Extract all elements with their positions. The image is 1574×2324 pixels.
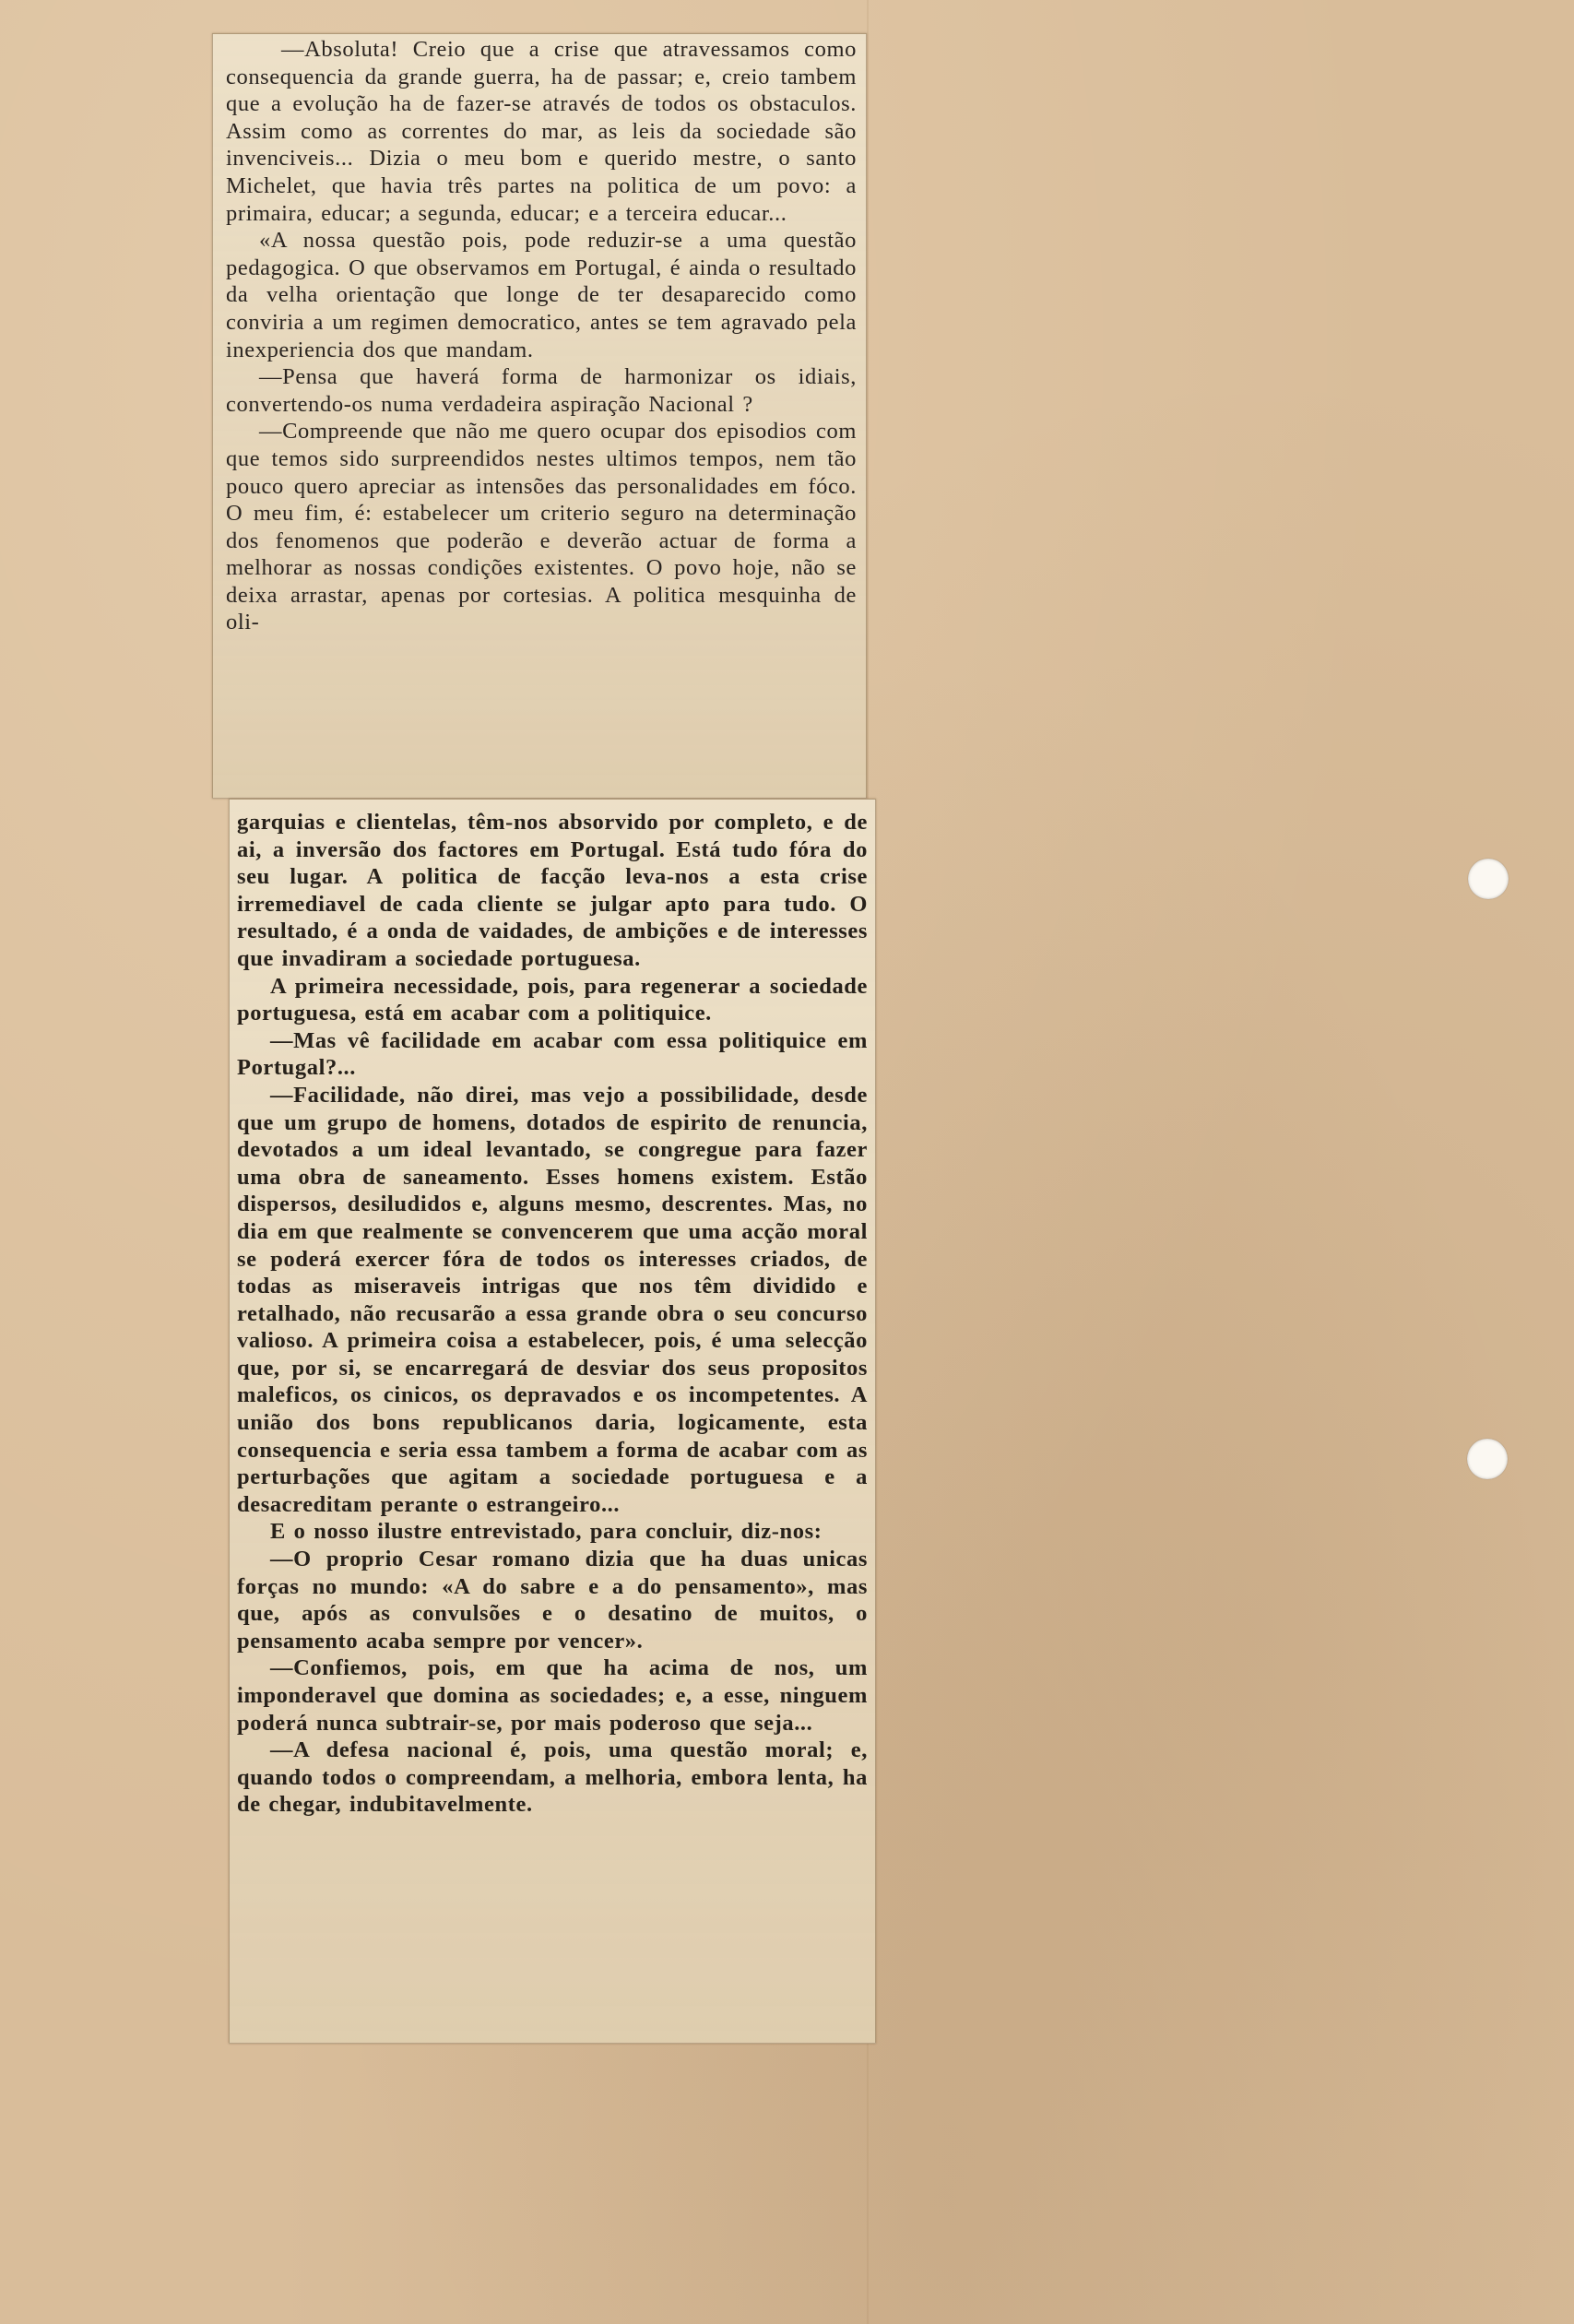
clipping-bottom-paragraph: —Mas vê facilidade em acabar com essa politiquice em Portugal?... [237, 1027, 868, 1081]
clipping-bottom-paragraph: —A defesa nacional é, pois, uma questão moral; e, quando todos o compreendam, a melhoria, embora lenta, ha de chegar, indubitavelmente. [237, 1737, 868, 1818]
clipping-bottom-text [237, 809, 868, 1819]
clipping-bottom-paragraph: garquias e clientelas, têm-nos absorvido por completo, e de ai, a inversão dos factores em Portugal. Está tudo fóra do seu lugar. A politica de facção leva-nos a esta crise irremediavel de cada cliente se julgar apto para tudo. O resultado, é a onda de vaidades, de ambições e de interesses que invadiram a sociedade portuguesa. [237, 810, 868, 971]
clipping-top-text [226, 36, 857, 636]
clipping-bottom-paragraph: —O proprio Cesar romano dizia que ha duas unicas forças no mundo: «A do sabre e a do pensamento», mas que, após as convulsões e o desatino de muitos, o pensamento acaba sempre por vencer». [237, 1547, 868, 1654]
clipping-top-paragraph: «A nossa questão pois, pode reduzir-se a uma questão pedagogica. O que observamos em Portugal, é ainda o resultado da velha orientação que longe de ter desaparecido como conviria a um regimen democratico, antes se tem agravado pela inexperiencia dos que mandam. [226, 228, 857, 362]
clipping-bottom-paragraph: E o nosso ilustre entrevistado, para concluir, diz-nos: [270, 1519, 823, 1545]
clipping-top-paragraph: —Pensa que haverá forma de harmonizar os idiais, convertendo-os numa verdadeira aspiração Nacional ? [226, 364, 857, 417]
clipping-top-paragraph: —Compreende que não me quero ocupar dos episodios com que temos sido surpreendidos nestes ultimos tempos, nem tão pouco quero apreciar as intensões das personalidades em fóco. O meu fim, é: estabelecer um criterio seguro na determinação dos fenomenos que poderão e deverão actuar de forma a melhorar as nossas condições existentes. O povo hoje, não se deixa arrastar, apenas por cortesias. A politica mesquinha de oli- [226, 419, 857, 635]
punch-hole [1468, 859, 1509, 899]
punch-hole [1467, 1439, 1508, 1479]
newspaper-clipping-top [212, 33, 867, 799]
clipping-top-paragraph: —Absoluta! Creio que a crise que atravessamos como consequencia da grande guerra, ha de passar; e, creio tambem que a evolução ha de fazer-se através de todos os obstaculos. Assim como as correntes do mar, as leis da sociedade são invenciveis... Dizia o meu bom e querido mestre, o santo Michelet, que havia três partes na politica de um povo: a primaira, educar; a segunda, educar; e a terceira educar... [226, 37, 857, 226]
newspaper-clipping-bottom [229, 799, 876, 2044]
clipping-bottom-paragraph: —Confiemos, pois, em que ha acima de nos, um imponderavel que domina as sociedades; e, a esse, ninguem poderá nunca subtrair-se, por mais poderoso que seja... [237, 1655, 868, 1736]
clipping-bottom-paragraph: A primeira necessidade, pois, para regenerar a sociedade portuguesa, está em acabar com a politiquice. [237, 973, 868, 1026]
clipping-bottom-paragraph: —Facilidade, não direi, mas vejo a possibilidade, desde que um grupo de homens, dotados de espirito de renuncia, devotados a um ideal levantado, se congregue para fazer uma obra de saneamento. Esses homens existem. Estão dispersos, desiludidos e, alguns mesmo, descrentes. Mas, no dia em que realmente se convencerem que uma acção moral se poderá exercer fóra de todos os interesses criados, de todas as miseraveis intrigas que nos têm dividido e retalhado, não recusarão a essa grande obra o seu concurso valioso. A primeira coisa a estabelecer, pois, é uma selecção que, por si, se encarregará de desviar dos seus propositos maleficos, os cinicos, os depravados e os incompetentes. A união dos bons republicanos daria, logicamente, esta consequencia e seria essa tambem a forma de acabar com as perturbações que agitam a sociedade portuguesa e a desacreditam perante o estrangeiro... [237, 1082, 868, 1517]
